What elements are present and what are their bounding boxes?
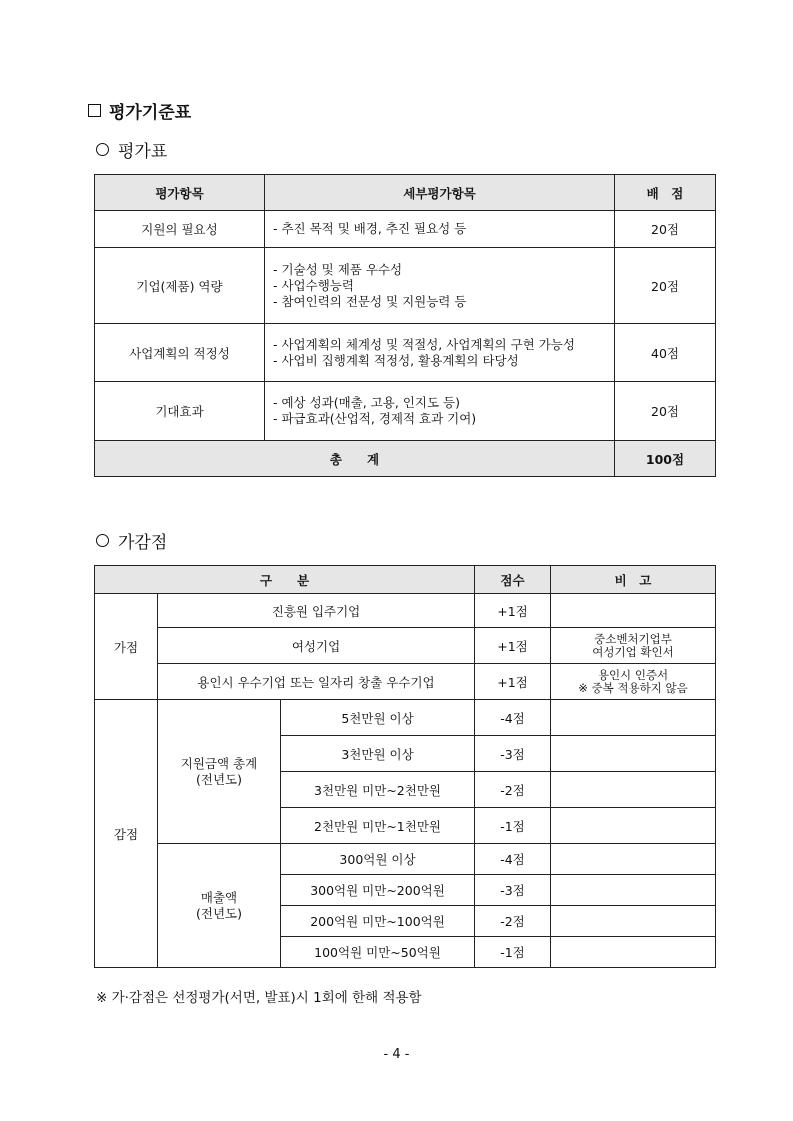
detail-line: - 기술성 및 제품 우수성	[273, 261, 403, 277]
detail-line: - 파급효과(산업적, 경제적 효과 기여)	[273, 411, 477, 426]
note-line: 중소벤처기업부	[594, 631, 672, 646]
total-label: 총 계	[95, 441, 615, 477]
plus-row	[95, 664, 716, 700]
header-points: 점수	[475, 566, 551, 594]
header-score: 배 점	[615, 175, 716, 211]
plus-score: +1점	[475, 628, 551, 664]
detail-line: - 참여인력의 전문성 및 지원능력 등	[273, 293, 467, 309]
support-range: 5천만원 이상	[281, 700, 475, 736]
header-item: 평가항목	[95, 175, 265, 211]
sales-score: -1점	[475, 937, 551, 968]
plus-item: 진흥원 입주기업	[158, 594, 475, 628]
sales-range: 100억원 미만~50억원	[281, 937, 475, 968]
detail-line: - 사업비 집행계획 적정성, 활용계획의 타당성	[273, 352, 519, 368]
plus-item: 여성기업	[158, 628, 475, 664]
note-line: 여성기업 확인서	[592, 644, 674, 659]
eval-row	[95, 211, 716, 248]
page-number: - 4 -	[383, 1047, 410, 1062]
bonus-header-row	[95, 566, 716, 594]
support-score: -2점	[475, 772, 551, 808]
circle-bullet-icon	[96, 143, 109, 156]
eval-row	[95, 382, 716, 441]
eval-header-row	[95, 175, 716, 211]
note-line: 용인시 인증서	[597, 667, 669, 682]
eval-details	[265, 211, 615, 248]
support-range: 2천만원 미만~1천만원	[281, 808, 475, 844]
evaluation-table	[94, 174, 716, 477]
sales-score: -4점	[475, 844, 551, 875]
eval-details	[265, 324, 615, 382]
plus-note	[551, 664, 716, 700]
bonus-heading	[96, 528, 167, 553]
minus-note	[551, 808, 716, 844]
bonus-title: 가감점	[118, 533, 168, 553]
square-bullet-icon	[88, 104, 101, 117]
sales-range: 300억원 이상	[281, 844, 475, 875]
eval-row	[95, 324, 716, 382]
section-title: 평가기준표	[109, 103, 192, 123]
eval-score: 20점	[615, 211, 716, 248]
sales-range: 200억원 미만~100억원	[281, 906, 475, 937]
eval-score: 20점	[615, 248, 716, 324]
sales-label-line: (전년도)	[196, 905, 242, 921]
header-remarks: 비 고	[551, 566, 716, 594]
eval-item: 지원의 필요성	[95, 211, 265, 248]
minus-label: 감점	[95, 700, 158, 968]
minus-row	[95, 700, 716, 736]
support-score: -4점	[475, 700, 551, 736]
bonus-penalty-table	[94, 565, 716, 968]
plus-row	[95, 628, 716, 664]
eval-title: 평가표	[118, 142, 168, 162]
minus-note	[551, 844, 716, 875]
plus-item: 용인시 우수기업 또는 일자리 창출 우수기업	[158, 664, 475, 700]
plus-label: 가점	[95, 594, 158, 700]
minus-note	[551, 700, 716, 736]
detail-line: - 추진 목적 및 배경, 추진 필요성 등	[273, 221, 467, 236]
eval-score: 20점	[615, 382, 716, 441]
eval-item: 사업계획의 적정성	[95, 324, 265, 382]
support-label	[158, 700, 281, 844]
plus-score: +1점	[475, 664, 551, 700]
eval-total-row	[95, 441, 716, 477]
sales-range: 300억원 미만~200억원	[281, 875, 475, 906]
header-details: 세부평가항목	[265, 175, 615, 211]
eval-score: 40점	[615, 324, 716, 382]
total-score: 100점	[615, 441, 716, 477]
header-category: 구 분	[95, 566, 475, 594]
plus-score: +1점	[475, 594, 551, 628]
support-label-line: (전년도)	[196, 771, 242, 787]
eval-row	[95, 248, 716, 324]
detail-line: - 사업수행능력	[273, 277, 354, 293]
sales-label-line: 매출액	[200, 889, 238, 905]
eval-item: 기대효과	[95, 382, 265, 441]
detail-line: - 예상 성과(매출, 고용, 인지도 등)	[273, 395, 460, 410]
sales-score: -2점	[475, 906, 551, 937]
support-range: 3천만원 미만~2천만원	[281, 772, 475, 808]
eval-details	[265, 382, 615, 441]
minus-row	[95, 844, 716, 875]
support-score: -3점	[475, 736, 551, 772]
footnote: ※ 가·감점은 선정평가(서면, 발표)시 1회에 한해 적용함	[96, 990, 422, 1006]
minus-note	[551, 736, 716, 772]
sales-label	[158, 844, 281, 968]
minus-note	[551, 772, 716, 808]
eval-details	[265, 248, 615, 324]
eval-item: 기업(제품) 역량	[95, 248, 265, 324]
support-range: 3천만원 이상	[281, 736, 475, 772]
plus-note	[551, 594, 716, 628]
plus-note	[551, 628, 716, 664]
minus-note	[551, 937, 716, 968]
detail-line: - 사업계획의 체계성 및 적절성, 사업계획의 구현 가능성	[273, 336, 575, 352]
minus-note	[551, 875, 716, 906]
note-line: ※ 중복 적용하지 않음	[578, 680, 688, 695]
circle-bullet-icon	[96, 534, 109, 547]
section-heading	[88, 98, 191, 123]
support-score: -1점	[475, 808, 551, 844]
minus-note	[551, 906, 716, 937]
sales-score: -3점	[475, 875, 551, 906]
eval-heading	[96, 137, 167, 162]
support-label-line: 지원금액 총계	[180, 755, 258, 771]
plus-row	[95, 594, 716, 628]
